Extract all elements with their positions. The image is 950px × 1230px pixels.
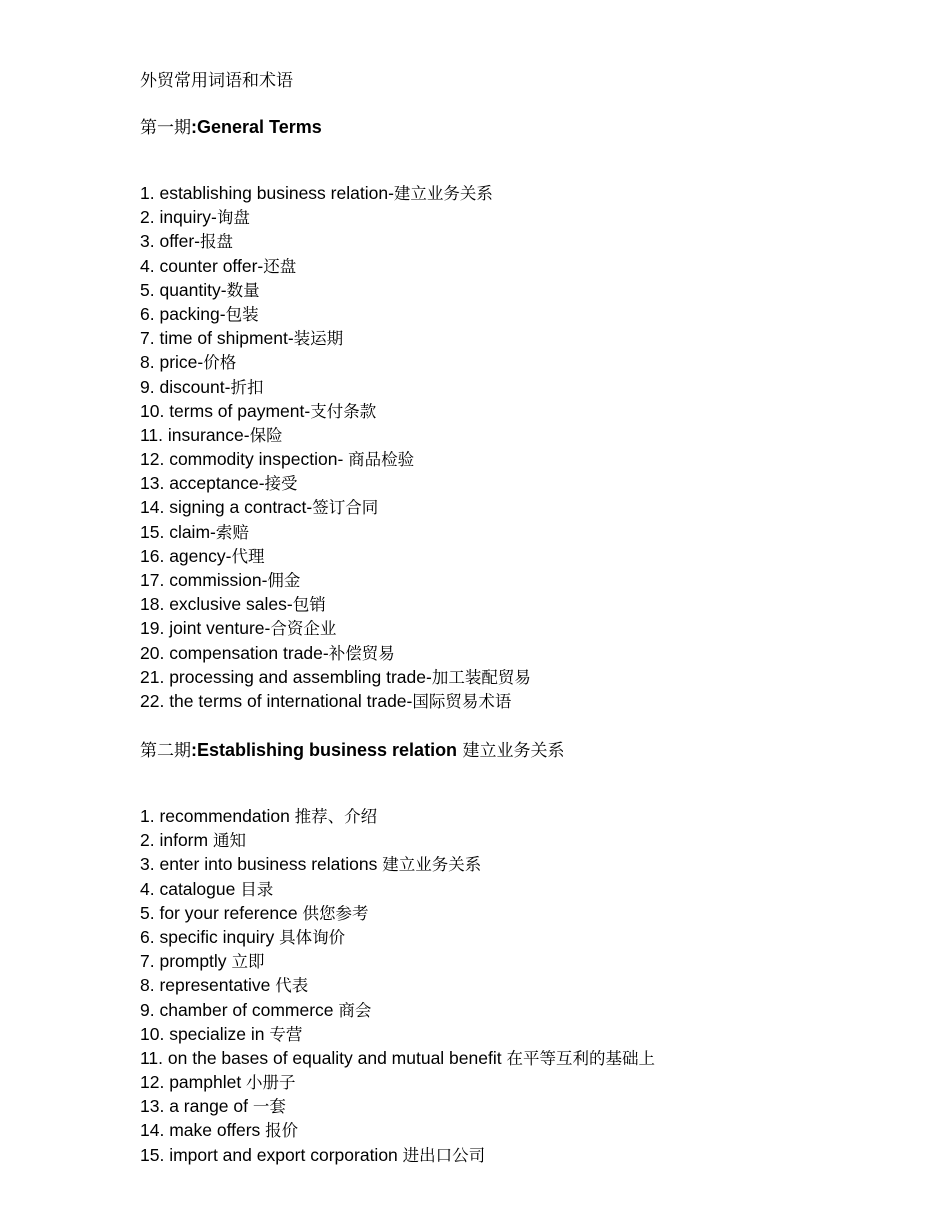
- term-english: 17. commission-: [140, 570, 268, 590]
- term-chinese: 目录: [240, 879, 274, 899]
- term-chinese: 装运期: [293, 329, 344, 349]
- term-english: 20. compensation trade-: [140, 642, 329, 663]
- term-item: [140, 302, 531, 326]
- term-chinese: 建立业务关系: [393, 184, 493, 203]
- term-english: 2. inquiry-: [140, 207, 217, 228]
- term-chinese: 数量: [226, 280, 260, 300]
- term-chinese: 立即: [231, 952, 265, 972]
- term-chinese: 合资企业: [270, 619, 337, 639]
- document-title: 外贸常用词语和术语: [140, 71, 293, 91]
- term-english: 6. packing-: [140, 303, 226, 324]
- term-item: [140, 544, 531, 568]
- term-english: 9. chamber of commerce: [140, 999, 339, 1020]
- term-chinese: 在平等互利的基础上: [506, 1048, 655, 1068]
- term-chinese: 商会: [338, 1000, 372, 1020]
- term-chinese: 报盘: [200, 232, 233, 252]
- term-item: [140, 399, 531, 423]
- term-item: [140, 568, 531, 592]
- term-item: [140, 998, 655, 1022]
- term-english: 8. representative: [140, 975, 276, 996]
- term-chinese: 折扣: [230, 377, 264, 397]
- term-item: [140, 350, 531, 374]
- term-english: 5. quantity-: [140, 279, 227, 300]
- term-item: [140, 973, 655, 997]
- term-english: 13. a range of: [140, 1096, 253, 1117]
- term-english: 11. insurance-: [140, 424, 250, 445]
- term-chinese: 还盘: [263, 256, 297, 276]
- term-item: [140, 641, 531, 665]
- term-item: [140, 520, 531, 544]
- term-english: 14. make offers: [140, 1120, 266, 1141]
- term-chinese: 保险: [249, 425, 283, 445]
- term-chinese: 专营: [269, 1024, 303, 1044]
- term-chinese: 国际贸易术语: [412, 691, 512, 711]
- term-english: 11. on the bases of equality and mutual benefit: [140, 1047, 507, 1068]
- term-english: 9. discount-: [140, 376, 231, 397]
- term-chinese: 供您参考: [302, 903, 369, 923]
- term-item: [140, 1070, 655, 1094]
- term-english: 4. catalogue: [140, 878, 241, 899]
- term-chinese: 小册子: [246, 1073, 296, 1093]
- term-english: 1. recommendation: [140, 806, 295, 826]
- term-english: 3. offer-: [140, 231, 200, 252]
- term-item: [140, 1046, 655, 1070]
- term-chinese: 询盘: [216, 208, 250, 228]
- section-heading-general-terms: [140, 115, 322, 140]
- term-chinese: 补偿贸易: [328, 643, 395, 663]
- term-item: [140, 804, 655, 828]
- section-title-cn: 建立业务关系: [457, 741, 565, 761]
- term-english: 6. specific inquiry: [140, 926, 280, 947]
- term-item: [140, 877, 655, 901]
- term-item: [140, 1143, 655, 1167]
- term-english: 7. promptly: [140, 951, 232, 972]
- term-chinese: 包销: [292, 595, 326, 615]
- term-chinese: 具体询价: [279, 927, 346, 947]
- term-english: 14. signing a contract-: [140, 497, 313, 518]
- term-english: 10. terms of payment-: [140, 400, 311, 421]
- term-item: [140, 901, 655, 925]
- term-item: [140, 495, 531, 519]
- term-item: [140, 447, 531, 471]
- term-chinese: 加工装配贸易: [431, 667, 531, 687]
- term-chinese: 报价: [265, 1121, 299, 1141]
- term-item: [140, 423, 531, 447]
- term-chinese: 支付条款: [310, 401, 377, 421]
- term-english: 18. exclusive sales-: [140, 594, 293, 615]
- term-chinese: 代表: [275, 976, 309, 996]
- term-item: [140, 828, 655, 852]
- term-chinese: 建立业务关系: [382, 855, 482, 875]
- term-english: 1. establishing business relation-: [140, 183, 394, 203]
- term-english: 5. for your reference: [140, 902, 303, 923]
- term-english: 7. time of shipment-: [140, 328, 294, 349]
- term-item: [140, 665, 531, 689]
- term-item: [140, 181, 531, 205]
- term-chinese: 佣金: [267, 571, 301, 590]
- term-chinese: 代理: [231, 546, 265, 566]
- term-english: 12. pamphlet: [140, 1072, 247, 1093]
- term-english: 2. inform: [140, 830, 213, 851]
- term-item: [140, 616, 531, 640]
- term-chinese: 签订合同: [312, 498, 379, 518]
- term-item: [140, 229, 531, 253]
- term-item: [140, 1022, 655, 1046]
- term-english: 15. claim-: [140, 521, 216, 542]
- term-chinese: 一套: [252, 1097, 286, 1117]
- term-item: [140, 592, 531, 616]
- term-chinese: 索赔: [215, 522, 249, 542]
- term-item: [140, 1094, 655, 1118]
- term-list-establishing-business-relation: [140, 804, 655, 1167]
- section-prefix: 第二期: [140, 741, 191, 761]
- term-chinese: 价格: [203, 353, 237, 373]
- term-item: [140, 689, 531, 713]
- term-english: 22. the terms of international trade-: [140, 690, 413, 711]
- term-english: 8. price-: [140, 352, 204, 373]
- term-item: [140, 471, 531, 495]
- term-item: [140, 278, 531, 302]
- term-item: [140, 254, 531, 278]
- term-english: 13. acceptance-: [140, 473, 265, 494]
- section-heading-establishing-business-relation: [140, 738, 564, 763]
- term-english: 19. joint venture-: [140, 618, 271, 639]
- section-title: :General Terms: [191, 117, 322, 137]
- term-english: 21. processing and assembling trade-: [140, 666, 432, 687]
- term-item: [140, 326, 531, 350]
- term-chinese: 商品检验: [348, 450, 415, 470]
- term-english: 15. import and export corporation: [140, 1144, 403, 1165]
- term-english: 16. agency-: [140, 545, 232, 566]
- term-item: [140, 375, 531, 399]
- term-english: 4. counter offer-: [140, 255, 264, 276]
- term-english: 10. specialize in: [140, 1023, 270, 1044]
- term-chinese: 通知: [212, 831, 246, 851]
- term-list-general-terms: [140, 181, 531, 713]
- term-chinese: 推荐、介绍: [294, 807, 378, 826]
- term-english: 12. commodity inspection-: [140, 449, 349, 470]
- term-item: [140, 1118, 655, 1142]
- term-item: [140, 852, 655, 876]
- section-title: :Establishing business relation: [191, 740, 458, 760]
- section-prefix: 第一期: [140, 118, 191, 138]
- term-item: [140, 925, 655, 949]
- term-chinese: 接受: [264, 474, 298, 494]
- term-english: 3. enter into business relations: [140, 854, 383, 875]
- term-chinese: 进出口公司: [402, 1145, 486, 1165]
- term-item: [140, 205, 531, 229]
- term-chinese: 包装: [225, 304, 259, 324]
- term-item: [140, 949, 655, 973]
